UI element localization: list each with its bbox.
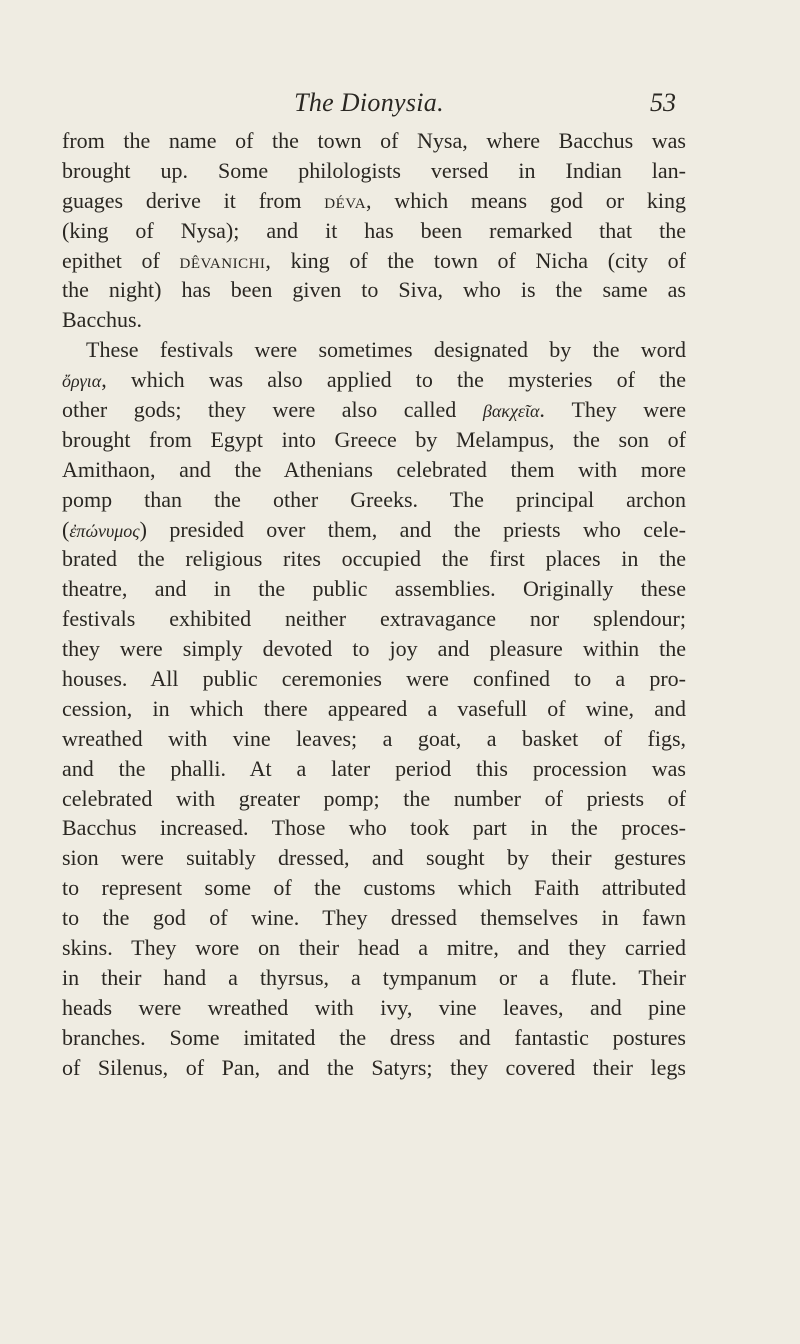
text-segment: ) presided over them, and the priests who cele- [139, 516, 686, 542]
text-line [62, 1053, 686, 1083]
text-segment: and the phalli. At a later period this procession was [62, 755, 686, 781]
text-segment: skins. They wore on their head a mitre, and they carried [62, 935, 686, 961]
text-segment: to the god of wine. They dressed themselves in fawn [62, 905, 686, 931]
text-segment: houses. All public ceremonies were confined to a pro- [62, 666, 686, 692]
text-segment: heads were wreathed with ivy, vine leaves, and pine [62, 994, 686, 1020]
text-segment: These festivals were sometimes designated by the word [86, 337, 686, 363]
text-line [62, 515, 686, 545]
text-line [62, 365, 686, 395]
text-segment: theatre, and in the public assemblies. Originally these [62, 576, 686, 602]
text-line [62, 784, 686, 814]
small-caps-term: dêvanichi [179, 247, 266, 273]
text-line [62, 873, 686, 903]
text-line [62, 126, 686, 156]
text-line [62, 544, 686, 574]
text-segment: of Silenus, of Pan, and the Satyrs; they covered their legs [62, 1054, 686, 1080]
text-segment: to represent some of the customs which Faith attributed [62, 875, 686, 901]
text-segment: , king of the town of Nicha (city of [265, 247, 686, 273]
text-segment: celebrated with greater pomp; the number of priests of [62, 785, 686, 811]
text-line [62, 156, 686, 186]
text-line [62, 455, 686, 485]
text-line [62, 485, 686, 515]
text-line [62, 724, 686, 754]
text-segment: , which was also applied to the mysteries of the [101, 367, 686, 393]
text-line [62, 754, 686, 784]
text-segment: guages derive it from [62, 187, 325, 213]
text-line [62, 574, 686, 604]
text-segment: cession, in which there appeared a vasefull of wine, and [62, 695, 686, 721]
text-segment: brought from Egypt into Greece by Melampus, the son of [62, 426, 686, 452]
text-line [62, 993, 686, 1023]
text-line [62, 246, 686, 276]
text-segment: sion were suitably dressed, and sought by their gestures [62, 845, 686, 871]
text-segment: branches. Some imitated the dress and fantastic postures [62, 1024, 686, 1050]
text-segment: the night) has been given to Siva, who is the same as [62, 277, 686, 303]
text-segment: ( [62, 516, 70, 542]
text-line [62, 305, 686, 335]
small-caps-term: déva [324, 187, 367, 213]
text-segment: Bacchus. [62, 307, 143, 333]
text-segment: . They were [539, 397, 686, 423]
text-segment: other gods; they were also called [62, 397, 483, 423]
text-segment: brated the religious rites occupied the first places in the [62, 546, 686, 572]
text-segment: wreathed with vine leaves; a goat, a basket of figs, [62, 725, 686, 751]
text-line [62, 395, 686, 425]
text-segment: epithet of [62, 247, 180, 273]
text-segment: festivals exhibited neither extravagance nor splendour; [62, 606, 686, 632]
text-segment: brought up. Some philologists versed in Indian lan- [62, 157, 686, 183]
text-segment: Bacchus increased. Those who took part in the proces- [62, 815, 686, 841]
greek-term: βακχεῖα [482, 401, 540, 422]
text-line [62, 425, 686, 455]
body-text [62, 126, 686, 1083]
text-line [62, 694, 686, 724]
page-number: 53 [650, 88, 676, 117]
running-head [62, 86, 676, 120]
text-line [62, 275, 686, 305]
text-segment: pomp than the other Greeks. The principal archon [62, 486, 686, 512]
text-line [62, 843, 686, 873]
text-line [62, 813, 686, 843]
running-title: The Dionysia. [294, 88, 444, 117]
text-line [62, 664, 686, 694]
text-line [62, 903, 686, 933]
text-segment: they were simply devoted to joy and pleasure within the [62, 636, 686, 662]
text-segment: in their hand a thyrsus, a tympanum or a flute. Their [62, 964, 686, 990]
text-segment: (king of Nysa); and it has been remarked that the [62, 217, 686, 243]
text-line [62, 1023, 686, 1053]
greek-term: ἐπώνυμος [69, 520, 140, 541]
text-segment: from the name of the town of Nysa, where Bacchus was [62, 128, 686, 153]
text-line [62, 186, 686, 216]
text-line [62, 216, 686, 246]
text-segment: Amithaon, and the Athenians celebrated them with more [62, 456, 686, 482]
text-segment: , which means god or king [366, 187, 686, 213]
greek-term: ὄργια [62, 371, 102, 392]
text-line [62, 963, 686, 993]
text-line [62, 634, 686, 664]
text-line [62, 335, 686, 365]
text-line [62, 604, 686, 634]
text-line [62, 933, 686, 963]
